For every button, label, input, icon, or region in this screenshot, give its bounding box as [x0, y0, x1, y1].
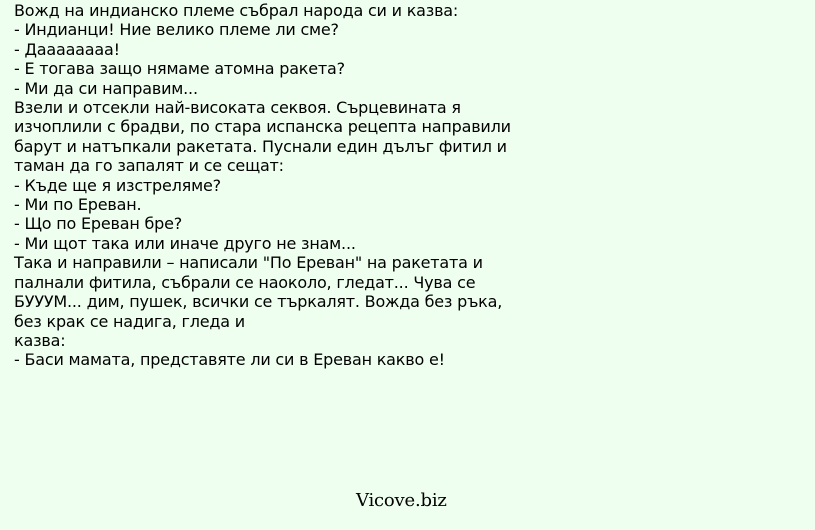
site-watermark: Vicove.biz — [356, 490, 447, 511]
joke-line: без крак се надига, гледа и — [14, 311, 245, 331]
joke-line: - Къде ще я изстреляме? — [14, 175, 221, 195]
joke-line: - Баси мамата, представяте ли си в Ереван какво е! — [14, 350, 445, 370]
joke-line: - Ми щот така или иначе друго не знам... — [14, 233, 356, 253]
joke-line: Така и направили – написали "По Ереван" на ракетата и — [14, 253, 483, 273]
joke-line: палнали фитила, събрали се наоколо, гледат... Чува се — [14, 272, 476, 292]
joke-text — [14, 1, 574, 370]
joke-line: барут и натъпкали ракетата. Пуснали един дълъг фитил и — [14, 136, 507, 156]
joke-line: - Даааааааа! — [14, 39, 120, 59]
joke-line: Взели и отсекли най-високата секвоя. Сърцевината я — [14, 98, 461, 118]
joke-line: - Индианци! Ние велико племе ли сме? — [14, 20, 339, 40]
joke-line: БУУУМ... дим, пушек, всички се търкалят. Вожда без ръка, — [14, 292, 503, 312]
joke-line: изчоплили с брадви, по стара испанска рецепта направили — [14, 117, 511, 137]
joke-line: казва: — [14, 330, 66, 350]
joke-line: - Е тогава защо нямаме атомна ракета? — [14, 59, 345, 79]
joke-line: - Ми да си направим... — [14, 78, 198, 98]
joke-line: таман да го запалят и се сещат: — [14, 156, 284, 176]
joke-line: Вожд на индианско племе събрал народа си и казва: — [14, 1, 459, 20]
joke-line: - Ми по Ереван. — [14, 195, 142, 215]
joke-line: - Що по Ереван бре? — [14, 214, 183, 234]
